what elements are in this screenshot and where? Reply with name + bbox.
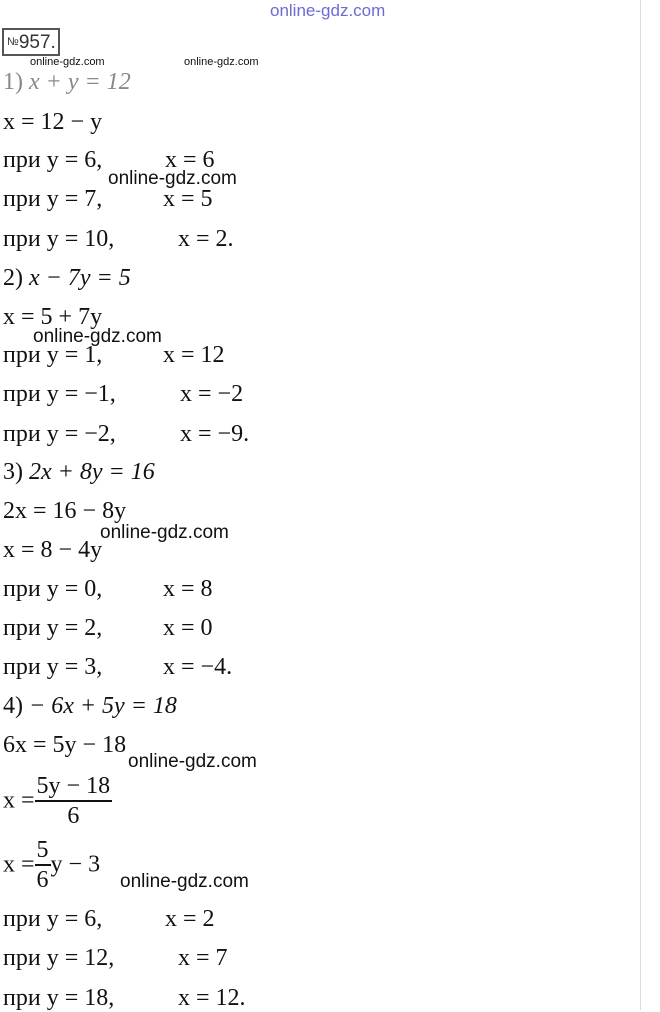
part-4-row-2-x: x = 7 <box>178 945 228 971</box>
part-1-label: 1) <box>3 69 23 95</box>
frac2-rest: y − 3 <box>50 851 101 878</box>
part-1-row-3: при y = 10, <box>3 226 115 252</box>
frac2 <box>35 836 51 894</box>
watermark-small-1: online-gdz.com <box>30 56 105 68</box>
part-3-step-2: x = 8 − 4y <box>3 537 103 563</box>
part-2-header <box>3 264 131 292</box>
watermark-5: online-gdz.com <box>120 871 249 892</box>
part-3-label: 3) <box>3 459 23 485</box>
frac1-den: 6 <box>67 803 80 829</box>
part-1-row-3-x: x = 2. <box>178 226 234 252</box>
task-number-box <box>2 28 60 56</box>
part-4-header <box>3 692 177 720</box>
frac1-num: 5y − 18 <box>35 772 113 802</box>
row-y: при y = 6, <box>3 147 103 173</box>
part-3-row-3-x: x = −4. <box>163 654 233 680</box>
watermark-3: online-gdz.com <box>100 522 229 543</box>
part-2-label: 2) <box>3 265 23 291</box>
part-1-step-1: x = 12 − y <box>3 109 103 135</box>
task-number: 957. <box>18 32 56 53</box>
part-3-equation: 2x + 8y = 16 <box>29 459 155 485</box>
page-edge-line <box>640 0 641 1010</box>
part-1-row-1-x: x = 6 <box>165 147 215 173</box>
part-1-row-1 <box>3 146 102 174</box>
part-3-row-1: при y = 0, <box>3 576 103 602</box>
part-4-fraction-2 <box>3 836 100 894</box>
part-3-row-3: при y = 3, <box>3 654 103 680</box>
frac2-num: 5 <box>35 836 51 866</box>
part-2-row-1: при y = 1, <box>3 342 103 368</box>
watermark-4: online-gdz.com <box>128 751 257 772</box>
frac1-lhs: x = <box>3 787 35 814</box>
watermark-2: online-gdz.com <box>33 326 162 347</box>
part-2-equation: x − 7y = 5 <box>29 265 131 291</box>
part-4-row-1: при y = 6, <box>3 906 103 932</box>
part-1-equation: x + y = 12 <box>29 69 131 95</box>
part-3-header <box>3 458 155 486</box>
part-3-row-2-x: x = 0 <box>163 615 213 641</box>
part-2-step-1: x = 5 + 7y <box>3 304 103 330</box>
part-4-equation: − 6x + 5y = 18 <box>29 693 177 719</box>
number-sign: № <box>7 36 19 48</box>
part-4-row-2: при y = 12, <box>3 945 115 971</box>
part-2-row-2-x: x = −2 <box>180 381 244 407</box>
part-4-row-3: при y = 18, <box>3 985 115 1011</box>
part-2-row-2: при y = −1, <box>3 381 116 407</box>
part-4-row-1-x: x = 2 <box>165 906 215 932</box>
watermark-small-2: online-gdz.com <box>184 56 259 68</box>
part-2-row-1-x: x = 12 <box>163 342 225 368</box>
watermark-1: online-gdz.com <box>108 168 237 189</box>
watermark-top: online-gdz.com <box>270 1 386 20</box>
frac2-lhs: x = <box>3 851 35 878</box>
part-1-row-2-x: x = 5 <box>163 186 213 212</box>
frac1 <box>35 772 113 830</box>
frac2-den: 6 <box>36 867 49 893</box>
part-3-row-2: при y = 2, <box>3 615 103 641</box>
part-1-header <box>3 68 131 96</box>
part-4-label: 4) <box>3 693 23 719</box>
part-3-step-1: 2x = 16 − 8y <box>3 498 127 524</box>
part-4-fraction-1 <box>3 772 112 830</box>
part-2-row-3-x: x = −9. <box>180 421 250 447</box>
part-1-row-2: при y = 7, <box>3 186 103 212</box>
part-4-row-3-x: x = 12. <box>178 985 246 1011</box>
part-4-step-1: 6x = 5y − 18 <box>3 732 127 758</box>
part-3-row-1-x: x = 8 <box>163 576 213 602</box>
part-2-row-3: при y = −2, <box>3 421 116 447</box>
